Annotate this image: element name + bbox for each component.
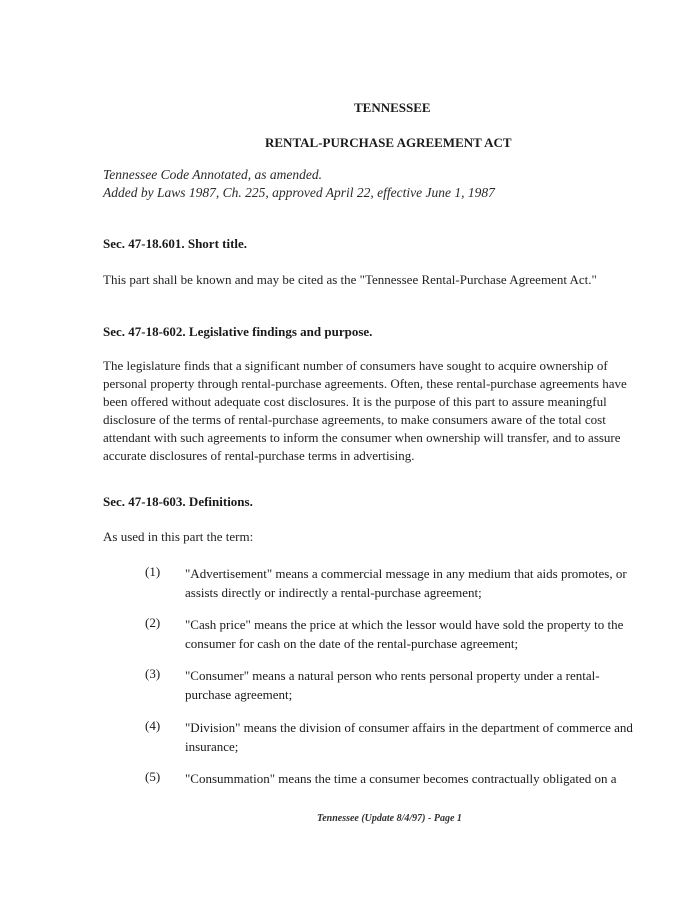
definition-text [185, 718, 645, 756]
definitions-intro: As used in this part the term: [103, 529, 254, 544]
document-title: TENNESSEE [354, 100, 431, 115]
definition-line: consumer for cash on the date of the rental-purchase agreement; [185, 636, 519, 651]
definition-line: "Consummation" means the time a consumer becomes contractually obligated on a [185, 771, 617, 786]
citation-line-1: Tennessee Code Annotated, as amended. [103, 167, 322, 182]
definition-line: insurance; [185, 739, 239, 754]
section-body-601: This part shall be known and may be cited as the "Tennessee Rental-Purchase Agreement Act." [103, 272, 597, 287]
citation-line-2: Added by Laws 1987, Ch. 225, approved April 22, effective June 1, 1987 [103, 185, 495, 200]
page-footer: Tennessee (Update 8/4/97) - Page 1 [317, 813, 462, 824]
section-heading-603: Sec. 47-18-603. Definitions. [103, 494, 253, 509]
section-heading-601: Sec. 47-18.601. Short title. [103, 236, 248, 251]
section-body-602 [103, 357, 627, 465]
definition-line: "Advertisement" means a commercial message in any medium that aids promotes, or [185, 566, 627, 581]
definition-number: (3) [145, 666, 161, 681]
paragraph-line: disclosure of the terms of rental-purchase agreements, to make consumers aware of the total cost [103, 412, 606, 427]
definition-line: "Consumer" means a natural person who rents personal property under a rental- [185, 668, 600, 683]
definition-text [185, 769, 645, 788]
definition-line: purchase agreement; [185, 687, 293, 702]
definition-number: (4) [145, 718, 161, 733]
document-subtitle: RENTAL-PURCHASE AGREEMENT ACT [265, 135, 512, 150]
definition-line: "Division" means the division of consumer affairs in the department of commerce and [185, 720, 633, 735]
definition-number: (1) [145, 564, 161, 579]
definition-text [185, 666, 645, 704]
section-heading-602: Sec. 47-18-602. Legislative findings and purpose. [103, 324, 373, 339]
paragraph-line: attendant with such agreements to inform the consumer when ownership will transfer, and to assure [103, 430, 621, 445]
definition-number: (2) [145, 615, 161, 630]
definition-text [185, 615, 645, 653]
paragraph-line: personal property through rental-purchase agreements. Often, these rental-purchase agreements have [103, 376, 627, 391]
definition-number: (5) [145, 769, 161, 784]
definition-line: "Cash price" means the price at which the lessor would have sold the property to the [185, 617, 624, 632]
paragraph-line: accurate disclosures of rental-purchase terms in advertising. [103, 448, 415, 463]
paragraph-line: The legislature finds that a significant number of consumers have sought to acquire ownership of [103, 358, 608, 373]
paragraph-line: been offered without adequate cost disclosures. It is the purpose of this part to assure meaningful [103, 394, 607, 409]
definition-line: assists directly or indirectly a rental-purchase agreement; [185, 585, 482, 600]
definition-text [185, 564, 645, 602]
